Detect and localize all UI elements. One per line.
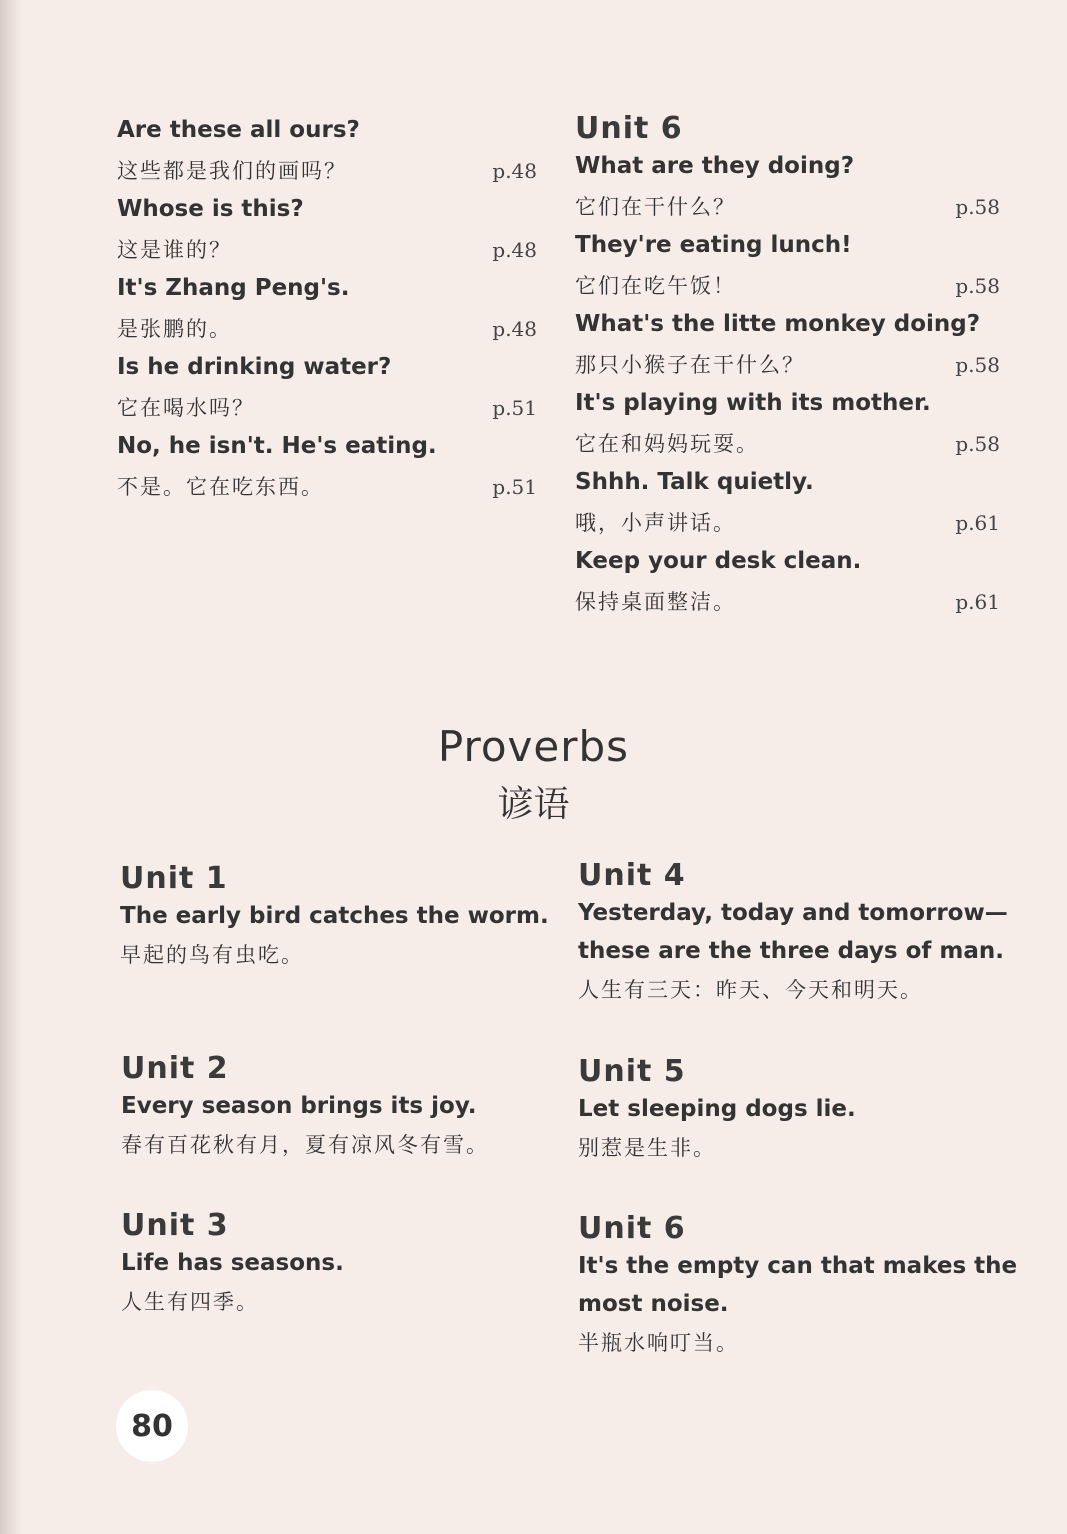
- phrase-chinese: 它们在干什么？: [575, 195, 736, 219]
- phrase-chinese: 这是谁的？: [117, 238, 232, 262]
- phrase-entry: [575, 306, 1000, 385]
- page-reference: p.61: [955, 590, 1000, 614]
- page-reference: p.48: [492, 238, 537, 262]
- unit-heading: Unit 4: [578, 858, 686, 893]
- phrase-english: Shhh. Talk quietly.: [575, 469, 814, 495]
- phrase-english: Are these all ours?: [117, 117, 360, 143]
- phrase-chinese-row: [117, 388, 537, 428]
- unit-heading: Unit 5: [578, 1054, 686, 1089]
- unit-heading: Unit 6: [575, 111, 683, 146]
- page-reference: p.48: [492, 317, 537, 341]
- phrase-entry: [575, 543, 1000, 622]
- proverb-block-unit-4: [578, 857, 1008, 1011]
- phrases-right-column: [575, 110, 1000, 622]
- phrase-chinese-row: [575, 345, 1000, 385]
- proverb-chinese: 半瓶水响叮当。: [578, 1331, 739, 1355]
- proverb-block-unit-2: [121, 1050, 561, 1166]
- phrase-chinese: 哦，小声讲话。: [575, 511, 736, 535]
- unit-heading: Unit 3: [121, 1208, 229, 1243]
- proverbs-subtitle: 谚语: [497, 784, 570, 825]
- phrase-chinese: 那只小猴子在干什么？: [575, 353, 805, 377]
- phrase-entry: [117, 349, 537, 428]
- phrase-english: What are they doing?: [575, 153, 855, 179]
- page-number: 80: [116, 1390, 188, 1462]
- proverb-english: The early bird catches the worm.: [120, 903, 549, 929]
- phrase-english: Is he drinking water?: [117, 354, 392, 380]
- proverb-chinese: 别惹是生非。: [578, 1136, 716, 1160]
- page-reference: p.51: [492, 396, 537, 420]
- phrase-chinese: 它在喝水吗？: [117, 396, 255, 420]
- unit-heading: Unit 6: [578, 1211, 686, 1246]
- phrase-entry: [117, 270, 537, 349]
- phrase-chinese-row: [117, 151, 537, 191]
- proverb-chinese: 早起的鸟有虫吃。: [120, 943, 304, 967]
- phrase-chinese: 它们在吃午饭！: [575, 274, 736, 298]
- proverb-english: these are the three days of man.: [578, 938, 1005, 964]
- phrase-chinese: 保持桌面整洁。: [575, 590, 736, 614]
- phrase-chinese-row: [117, 309, 537, 349]
- phrase-chinese-row: [117, 467, 537, 507]
- proverb-block-unit-1: [120, 860, 550, 976]
- proverbs-title: Proverbs: [437, 722, 630, 771]
- proverb-english: Life has seasons.: [121, 1250, 344, 1276]
- page-reference: p.58: [955, 432, 1000, 456]
- page-reference: p.58: [955, 274, 1000, 298]
- phrase-chinese-row: [575, 503, 1000, 543]
- phrase-english: They're eating lunch!: [575, 232, 852, 258]
- unit-heading: Unit 2: [121, 1051, 229, 1086]
- phrase-entry: [575, 464, 1000, 543]
- phrase-chinese: 它在和妈妈玩耍。: [575, 432, 759, 456]
- proverb-english: most noise.: [578, 1291, 729, 1317]
- proverb-chinese: 春有百花秋有月，夏有凉风冬有雪。: [121, 1133, 489, 1157]
- page-reference: p.61: [955, 511, 1000, 535]
- proverb-block-unit-5: [578, 1053, 1008, 1169]
- phrase-entry: [117, 191, 537, 270]
- phrase-english: What's the litte monkey doing?: [575, 311, 981, 337]
- phrase-chinese: 这些都是我们的画吗？: [117, 159, 347, 183]
- page-reference: p.58: [955, 195, 1000, 219]
- page-reference: p.51: [492, 475, 537, 499]
- phrase-chinese-row: [575, 266, 1000, 306]
- phrase-english: Keep your desk clean.: [575, 548, 862, 574]
- phrase-chinese: 不是。它在吃东西。: [117, 475, 324, 499]
- proverb-english: Yesterday, today and tomorrow—: [578, 900, 1008, 926]
- phrase-english: It's Zhang Peng's.: [117, 275, 350, 301]
- proverb-chinese: 人生有三天：昨天、今天和明天。: [578, 978, 923, 1002]
- phrase-chinese-row: [575, 424, 1000, 464]
- phrase-chinese-row: [575, 582, 1000, 622]
- phrase-entry: [575, 148, 1000, 227]
- phrase-chinese: 是张鹏的。: [117, 317, 232, 341]
- page-reference: p.48: [492, 159, 537, 183]
- phrase-entry: [117, 428, 537, 507]
- page-reference: p.58: [955, 353, 1000, 377]
- phrase-english: It's playing with its mother.: [575, 390, 931, 416]
- proverb-english: Every season brings its joy.: [121, 1093, 477, 1119]
- phrase-chinese-row: [117, 230, 537, 270]
- proverb-block-unit-6: [578, 1210, 1018, 1364]
- phrase-entry: [117, 112, 537, 191]
- proverb-english: Let sleeping dogs lie.: [578, 1096, 856, 1122]
- phrase-english: Whose is this?: [117, 196, 304, 222]
- phrase-entry: [575, 385, 1000, 464]
- phrase-entry: [575, 227, 1000, 306]
- phrase-chinese-row: [575, 187, 1000, 227]
- phrase-english: No, he isn't. He's eating.: [117, 433, 437, 459]
- proverb-chinese: 人生有四季。: [121, 1290, 259, 1314]
- phrases-left-column: [117, 112, 537, 507]
- proverb-block-unit-3: [121, 1207, 551, 1323]
- proverb-english: It's the empty can that makes the: [578, 1253, 1018, 1279]
- unit-heading: Unit 1: [120, 861, 228, 896]
